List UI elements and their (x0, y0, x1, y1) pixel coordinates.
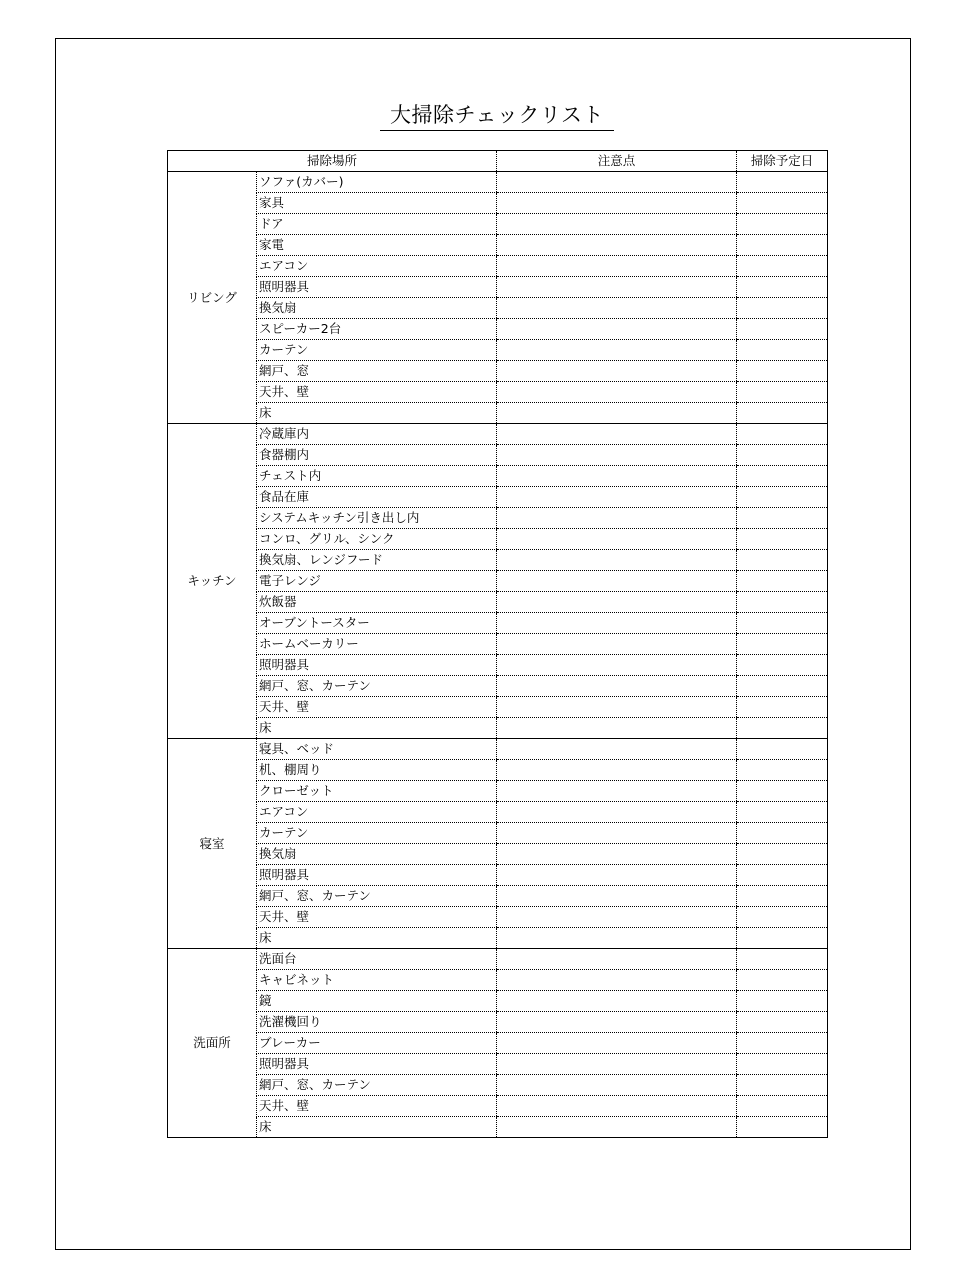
date-cell[interactable] (737, 697, 828, 718)
place-item: カーテン (257, 340, 497, 361)
note-cell[interactable] (497, 718, 737, 739)
note-cell[interactable] (497, 1054, 737, 1075)
date-cell[interactable] (737, 886, 828, 907)
place-item: 家具 (257, 193, 497, 214)
table-row (168, 844, 828, 865)
place-item: 食品在庫 (257, 487, 497, 508)
note-cell[interactable] (497, 823, 737, 844)
table-row (168, 235, 828, 256)
place-item: 炊飯器 (257, 592, 497, 613)
place-item: システムキッチン引き出し内 (257, 508, 497, 529)
table-row (168, 655, 828, 676)
table-row (168, 277, 828, 298)
date-cell[interactable] (737, 550, 828, 571)
page-title (0, 100, 960, 131)
note-cell[interactable] (497, 424, 737, 445)
header-date: 掃除予定日 (737, 151, 828, 172)
place-item: 照明器具 (257, 1054, 497, 1075)
place-item: エアコン (257, 256, 497, 277)
date-cell[interactable] (737, 823, 828, 844)
note-cell[interactable] (497, 781, 737, 802)
place-item: コンロ、グリル、シンク (257, 529, 497, 550)
date-cell[interactable] (737, 1033, 828, 1054)
section-label: 洗面所 (168, 949, 257, 1138)
date-cell[interactable] (737, 634, 828, 655)
date-cell[interactable] (737, 340, 828, 361)
date-cell[interactable] (737, 571, 828, 592)
place-item: 冷蔵庫内 (257, 424, 497, 445)
table-row (168, 823, 828, 844)
note-cell[interactable] (497, 235, 737, 256)
date-cell[interactable] (737, 193, 828, 214)
table-row (168, 718, 828, 739)
date-cell[interactable] (737, 466, 828, 487)
note-cell[interactable] (497, 907, 737, 928)
place-item: 床 (257, 718, 497, 739)
place-item: 洗面台 (257, 949, 497, 970)
date-cell[interactable] (737, 613, 828, 634)
place-item: エアコン (257, 802, 497, 823)
date-cell[interactable] (737, 739, 828, 760)
table-row (168, 298, 828, 319)
checklist-body (168, 172, 828, 1138)
table-row (168, 760, 828, 781)
table-row (168, 214, 828, 235)
note-cell[interactable] (497, 571, 737, 592)
note-cell[interactable] (497, 991, 737, 1012)
section-label: キッチン (168, 424, 257, 739)
date-cell[interactable] (737, 487, 828, 508)
note-cell[interactable] (497, 949, 737, 970)
place-item: キャビネット (257, 970, 497, 991)
section-label: リビング (168, 172, 257, 424)
note-cell[interactable] (497, 487, 737, 508)
place-item: 家電 (257, 235, 497, 256)
place-item: 天井、壁 (257, 697, 497, 718)
place-item: 洗濯機回り (257, 1012, 497, 1033)
note-cell[interactable] (497, 445, 737, 466)
note-cell[interactable] (497, 403, 737, 424)
table-row (168, 403, 828, 424)
note-cell[interactable] (497, 256, 737, 277)
place-item: 換気扇、レンジフード (257, 550, 497, 571)
table-row (168, 991, 828, 1012)
note-cell[interactable] (497, 928, 737, 949)
note-cell[interactable] (497, 361, 737, 382)
note-cell[interactable] (497, 613, 737, 634)
table-row (168, 1033, 828, 1054)
place-item: 換気扇 (257, 298, 497, 319)
table-row (168, 1012, 828, 1033)
note-cell[interactable] (497, 970, 737, 991)
place-item: 天井、壁 (257, 907, 497, 928)
place-item: 床 (257, 403, 497, 424)
place-item: ブレーカー (257, 1033, 497, 1054)
date-cell[interactable] (737, 403, 828, 424)
title-text: 大掃除チェックリスト (380, 100, 614, 131)
table-row (168, 550, 828, 571)
date-cell[interactable] (737, 781, 828, 802)
table-row (168, 781, 828, 802)
date-cell[interactable] (737, 676, 828, 697)
note-cell[interactable] (497, 886, 737, 907)
table-row (168, 949, 828, 970)
table-row (168, 445, 828, 466)
note-cell[interactable] (497, 466, 737, 487)
date-cell[interactable] (737, 445, 828, 466)
note-cell[interactable] (497, 865, 737, 886)
note-cell[interactable] (497, 1096, 737, 1117)
date-cell[interactable] (737, 760, 828, 781)
table-row (168, 529, 828, 550)
date-cell[interactable] (737, 1117, 828, 1138)
place-item: 網戸、窓、カーテン (257, 1075, 497, 1096)
note-cell[interactable] (497, 802, 737, 823)
place-item: 換気扇 (257, 844, 497, 865)
date-cell[interactable] (737, 319, 828, 340)
note-cell[interactable] (497, 319, 737, 340)
place-item: 照明器具 (257, 655, 497, 676)
place-item: ソファ(カバー) (257, 172, 497, 193)
place-item: 机、棚周り (257, 760, 497, 781)
place-item: 照明器具 (257, 865, 497, 886)
date-cell[interactable] (737, 214, 828, 235)
header-note: 注意点 (497, 151, 737, 172)
table-row (168, 676, 828, 697)
table-row (168, 193, 828, 214)
place-item: 網戸、窓 (257, 361, 497, 382)
table-row (168, 928, 828, 949)
date-cell[interactable] (737, 1012, 828, 1033)
date-cell[interactable] (737, 844, 828, 865)
table-row (168, 382, 828, 403)
note-cell[interactable] (497, 697, 737, 718)
date-cell[interactable] (737, 382, 828, 403)
date-cell[interactable] (737, 991, 828, 1012)
note-cell[interactable] (497, 277, 737, 298)
place-item: クローゼット (257, 781, 497, 802)
table-row (168, 508, 828, 529)
place-item: 電子レンジ (257, 571, 497, 592)
date-cell[interactable] (737, 256, 828, 277)
place-item: オーブントースター (257, 613, 497, 634)
note-cell[interactable] (497, 1075, 737, 1096)
table-row (168, 1054, 828, 1075)
table-row (168, 571, 828, 592)
table-row (168, 466, 828, 487)
table-row (168, 172, 828, 193)
note-cell[interactable] (497, 655, 737, 676)
note-cell[interactable] (497, 676, 737, 697)
place-item: 網戸、窓、カーテン (257, 676, 497, 697)
table-row (168, 1096, 828, 1117)
section-label: 寝室 (168, 739, 257, 949)
date-cell[interactable] (737, 655, 828, 676)
table-row (168, 613, 828, 634)
note-cell[interactable] (497, 592, 737, 613)
date-cell[interactable] (737, 907, 828, 928)
place-item: 床 (257, 928, 497, 949)
table-row (168, 865, 828, 886)
note-cell[interactable] (497, 298, 737, 319)
table-row (168, 739, 828, 760)
note-cell[interactable] (497, 529, 737, 550)
table-row (168, 907, 828, 928)
date-cell[interactable] (737, 1054, 828, 1075)
table-row (168, 487, 828, 508)
date-cell[interactable] (737, 235, 828, 256)
table-row (168, 361, 828, 382)
date-cell[interactable] (737, 529, 828, 550)
table-row (168, 319, 828, 340)
date-cell[interactable] (737, 949, 828, 970)
note-cell[interactable] (497, 844, 737, 865)
note-cell[interactable] (497, 1033, 737, 1054)
note-cell[interactable] (497, 760, 737, 781)
place-item: 鏡 (257, 991, 497, 1012)
date-cell[interactable] (737, 1075, 828, 1096)
table-row (168, 592, 828, 613)
date-cell[interactable] (737, 970, 828, 991)
header-row (168, 151, 828, 172)
date-cell[interactable] (737, 802, 828, 823)
note-cell[interactable] (497, 382, 737, 403)
table-row (168, 634, 828, 655)
table-row (168, 1075, 828, 1096)
table-row (168, 1117, 828, 1138)
table-row (168, 970, 828, 991)
table-row (168, 340, 828, 361)
note-cell[interactable] (497, 739, 737, 760)
note-cell[interactable] (497, 1012, 737, 1033)
date-cell[interactable] (737, 508, 828, 529)
place-item: 照明器具 (257, 277, 497, 298)
note-cell[interactable] (497, 214, 737, 235)
place-item: ドア (257, 214, 497, 235)
table-row (168, 256, 828, 277)
note-cell[interactable] (497, 193, 737, 214)
place-item: 天井、壁 (257, 1096, 497, 1117)
place-item: 網戸、窓、カーテン (257, 886, 497, 907)
checklist-table (167, 150, 828, 1138)
place-item: 天井、壁 (257, 382, 497, 403)
date-cell[interactable] (737, 865, 828, 886)
note-cell[interactable] (497, 340, 737, 361)
header-place: 掃除場所 (168, 151, 497, 172)
date-cell[interactable] (737, 1096, 828, 1117)
place-item: カーテン (257, 823, 497, 844)
place-item: スピーカー2台 (257, 319, 497, 340)
table-row (168, 424, 828, 445)
date-cell[interactable] (737, 718, 828, 739)
place-item: チェスト内 (257, 466, 497, 487)
table-row (168, 697, 828, 718)
date-cell[interactable] (737, 424, 828, 445)
table-row (168, 886, 828, 907)
place-item: ホームベーカリー (257, 634, 497, 655)
date-cell[interactable] (737, 592, 828, 613)
note-cell[interactable] (497, 550, 737, 571)
note-cell[interactable] (497, 172, 737, 193)
place-item: 寝具、ベッド (257, 739, 497, 760)
note-cell[interactable] (497, 634, 737, 655)
table-row (168, 802, 828, 823)
date-cell[interactable] (737, 361, 828, 382)
place-item: 床 (257, 1117, 497, 1138)
note-cell[interactable] (497, 1117, 737, 1138)
date-cell[interactable] (737, 928, 828, 949)
place-item: 食器棚内 (257, 445, 497, 466)
date-cell[interactable] (737, 277, 828, 298)
date-cell[interactable] (737, 172, 828, 193)
date-cell[interactable] (737, 298, 828, 319)
note-cell[interactable] (497, 508, 737, 529)
